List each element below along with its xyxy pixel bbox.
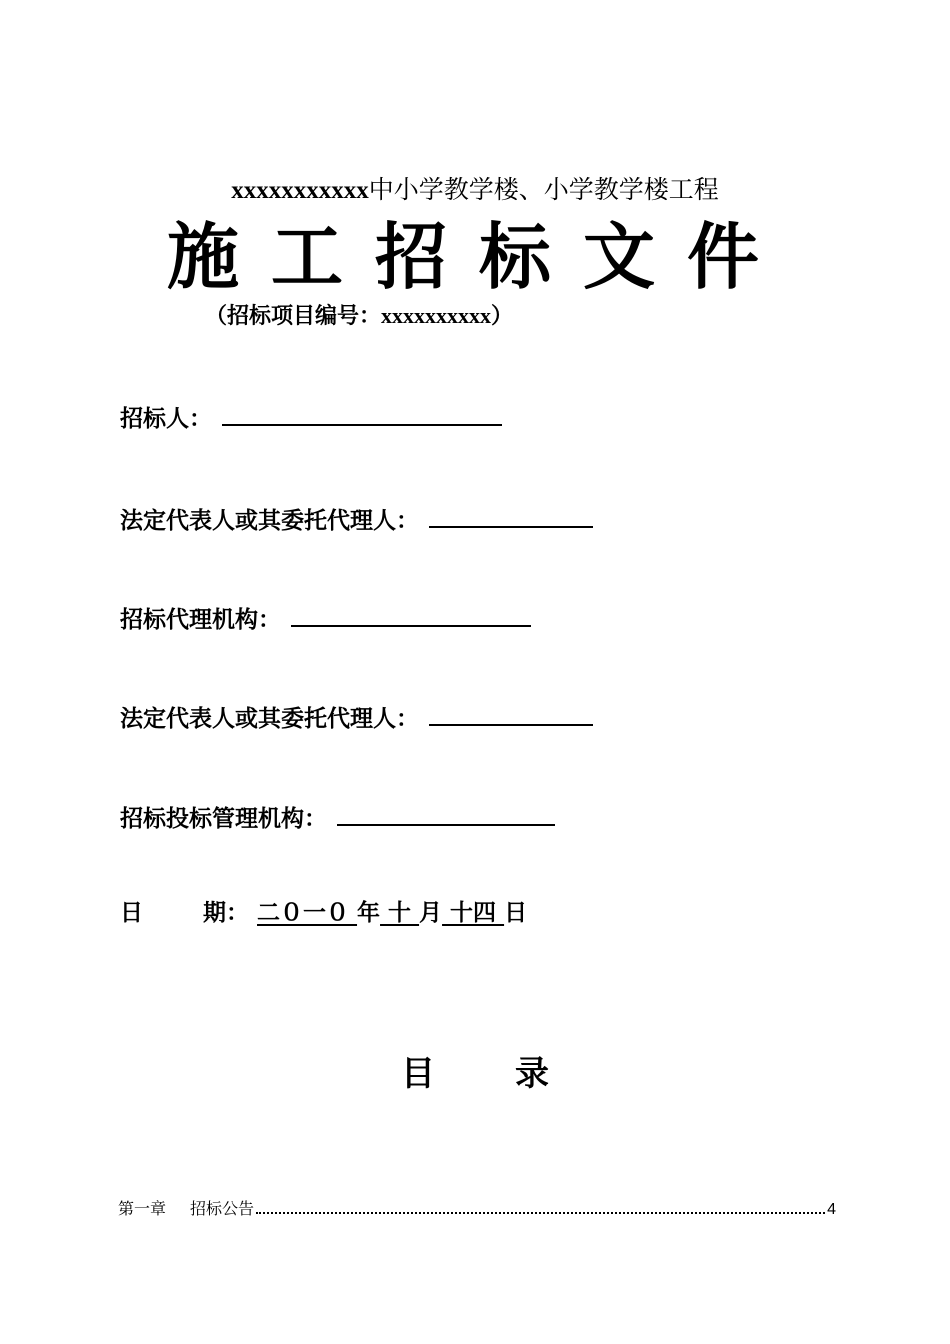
date-month: 十 xyxy=(380,900,420,926)
field-label: 招标代理机构： xyxy=(120,607,281,633)
project-name: 中小学教学楼、小学教学楼工程 xyxy=(368,175,719,204)
toc-leader-dots xyxy=(256,1212,825,1214)
field-label: 招标投标管理机构： xyxy=(120,806,327,832)
toc-entry[interactable] xyxy=(118,1197,836,1222)
toc-page-number: 4 xyxy=(827,1201,836,1218)
toc-title-char-2: 录 xyxy=(515,1054,549,1094)
date-label-2: 期： xyxy=(203,900,249,926)
fill-in-blank xyxy=(291,601,531,627)
project-number-suffix: ） xyxy=(491,303,514,329)
project-title-line xyxy=(0,172,950,209)
field-label: 法定代表人或其委托代理人： xyxy=(120,508,419,534)
toc-chapter-number: 第一章 xyxy=(118,1199,167,1218)
field-label: 法定代表人或其委托代理人： xyxy=(120,706,419,732)
fill-in-blank xyxy=(429,700,593,726)
project-number-line xyxy=(205,300,513,332)
date-line xyxy=(120,897,527,929)
date-year: 二０一０ xyxy=(257,900,358,926)
project-number: xxxxxxxxxx xyxy=(381,303,492,328)
date-label-1: 日 xyxy=(120,900,143,926)
field-legal-representative-2 xyxy=(120,700,593,735)
project-number-prefix: （招标项目编号： xyxy=(205,303,382,329)
field-legal-representative-1 xyxy=(120,502,593,537)
fill-in-blank xyxy=(429,502,593,528)
document-main-title: 施工招标文件 xyxy=(166,214,791,299)
toc-title-char-1: 目 xyxy=(401,1054,435,1094)
field-tenderer xyxy=(120,400,502,435)
date-day: 十四 xyxy=(442,900,505,926)
field-tender-agency xyxy=(120,601,531,636)
toc-title xyxy=(0,1050,950,1098)
field-tender-management xyxy=(120,800,555,835)
date-month-unit: 月 xyxy=(419,900,443,926)
project-code: xxxxxxxxxxx xyxy=(231,177,369,204)
date-day-unit: 日 xyxy=(504,900,528,926)
date-year-unit: 年 xyxy=(357,900,381,926)
fill-in-blank xyxy=(222,400,502,426)
toc-chapter-title: 招标公告 xyxy=(190,1199,255,1218)
field-label: 招标人： xyxy=(120,406,212,432)
fill-in-blank xyxy=(337,800,555,826)
